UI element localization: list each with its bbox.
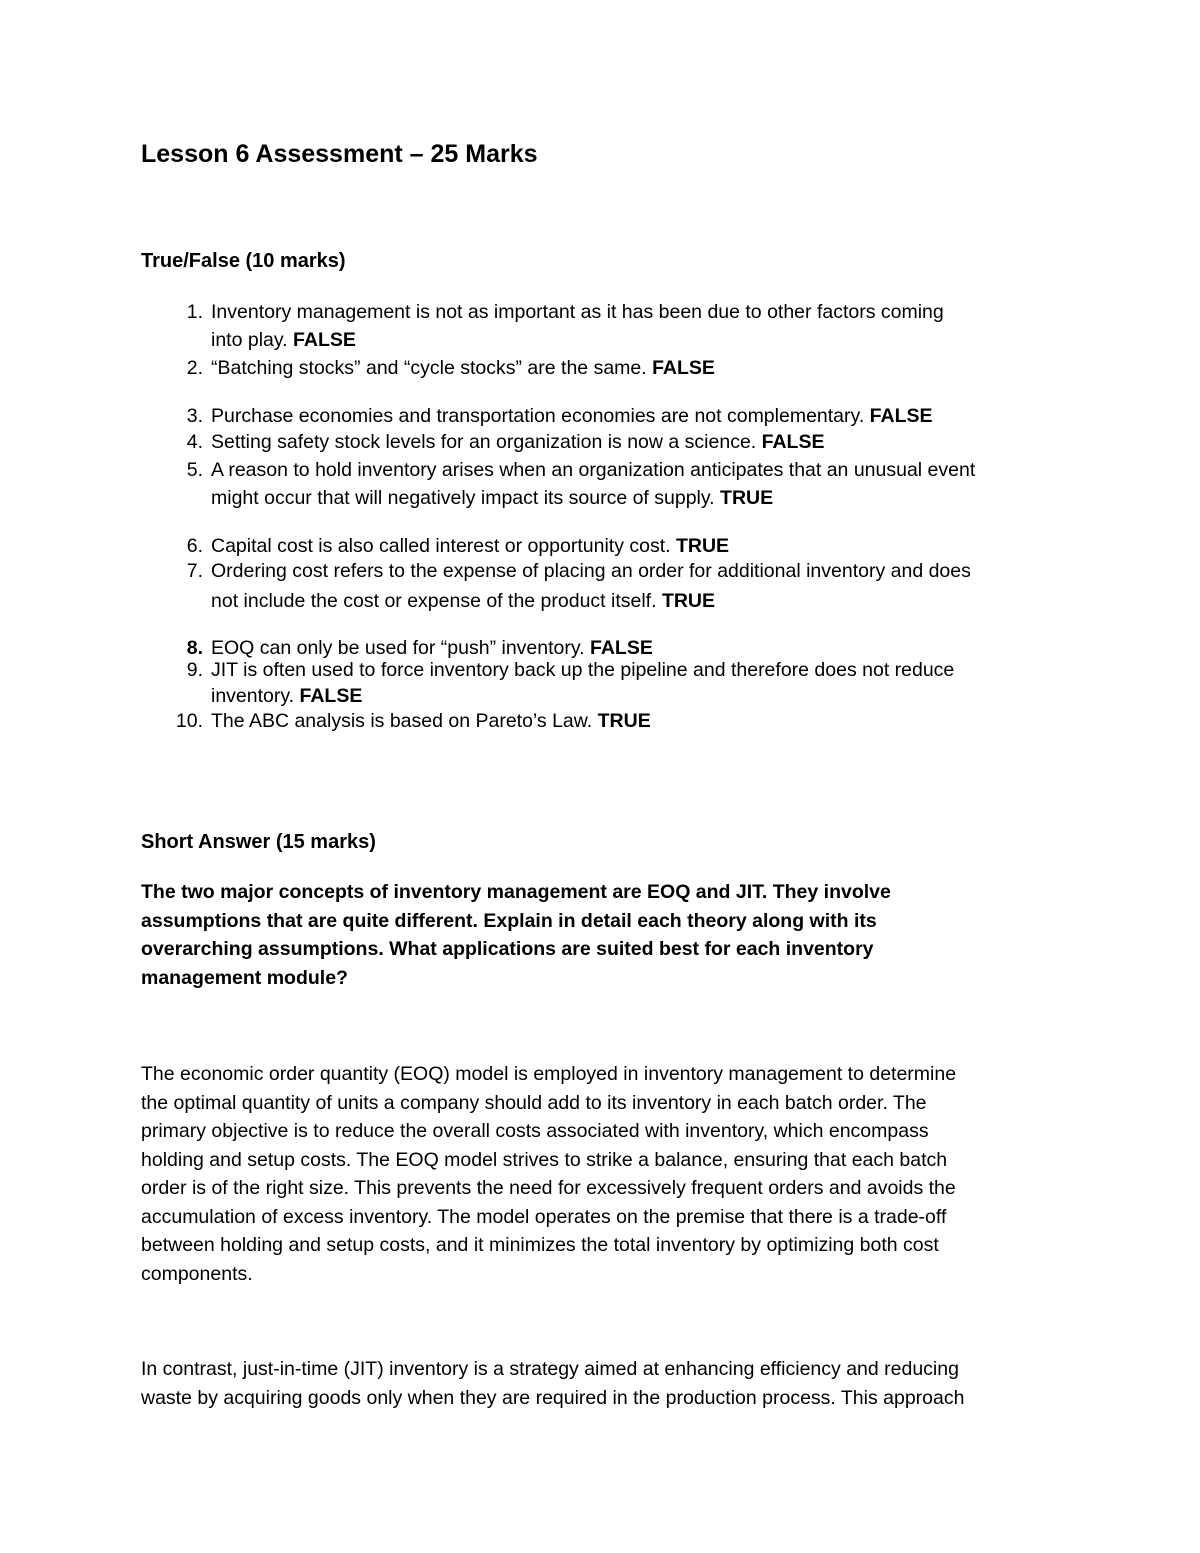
document-title: Lesson 6 Assessment – 25 Marks bbox=[141, 140, 538, 168]
true-false-heading: True/False (10 marks) bbox=[141, 250, 346, 272]
item-answer: FALSE bbox=[761, 431, 825, 453]
item-text: “Batching stocks” and “cycle stocks” are the same. FALSE bbox=[211, 357, 715, 379]
item-number: 6. bbox=[186, 535, 203, 557]
item-number: 9. bbox=[186, 659, 203, 681]
item-answer: TRUE bbox=[597, 710, 651, 732]
item-text: Inventory management is not as important as it has been due to other factors coming into play. FALSE bbox=[211, 301, 944, 351]
item-number: 2. bbox=[186, 357, 203, 379]
item-text: Capital cost is also called interest or opportunity cost. TRUE bbox=[211, 535, 730, 557]
item-number: 10. bbox=[175, 710, 203, 732]
item-text: Setting safety stock levels for an organization is now a science. FALSE bbox=[211, 431, 825, 453]
item-text: Purchase economies and transportation economies are not complementary. FALSE bbox=[211, 405, 933, 427]
item-answer: FALSE bbox=[869, 405, 933, 427]
item-text: JIT is often used to force inventory back up the pipeline and therefore does not reduce inventory. FALSE bbox=[211, 659, 955, 707]
short-answer-question: The two major concepts of inventory management are EOQ and JIT. They involve assumptions that are quite different. Explain in detail each theory along with its overarching assumptions. What applications are suited best for each inventory management module? bbox=[141, 881, 891, 989]
item-answer: TRUE bbox=[675, 535, 730, 557]
item-text: A reason to hold inventory arises when an organization anticipates that an unusual event might occur that will negatively impact its source of supply. TRUE bbox=[211, 459, 976, 509]
answer-paragraph-jit: In contrast, just-in-time (JIT) inventory is a strategy aimed at enhancing efficiency and reducing waste by acquiring goods only when they are required in the production process. This approach bbox=[141, 1358, 965, 1409]
item-answer: FALSE bbox=[652, 357, 715, 379]
item-answer: TRUE bbox=[661, 590, 716, 612]
answer-paragraph-eoq: The economic order quantity (EOQ) model is employed in inventory management to determine the optimal quantity of units a company should add to its inventory in each batch order. The primary objective is to reduce the overall costs associated with inventory, which encompass holding and setup costs. The EOQ model strives to strike a balance, ensuring that each batch order is of the right size. This prevents the need for excessively frequent orders and avoids the accumulation of excess inventory. The model operates on the premise that there is a trade-off between holding and setup costs, and it minimizes the total inventory by optimizing both cost components. bbox=[141, 1063, 957, 1285]
item-number: 5. bbox=[186, 459, 203, 481]
item-answer: FALSE bbox=[590, 637, 653, 659]
item-number: 1. bbox=[186, 301, 203, 323]
item-number: 7. bbox=[186, 560, 203, 582]
item-number: 3. bbox=[186, 405, 203, 427]
short-answer-heading: Short Answer (15 marks) bbox=[141, 831, 376, 853]
item-answer: FALSE bbox=[293, 329, 356, 351]
item-text: Ordering cost refers to the expense of placing an order for additional inventory and does not include the cost or expense of the product itself. TRUE bbox=[211, 560, 971, 612]
item-answer: TRUE bbox=[720, 487, 774, 509]
item-text: EOQ can only be used for “push” inventory. FALSE bbox=[211, 637, 653, 659]
item-number: 8. bbox=[186, 637, 203, 659]
item-answer: FALSE bbox=[299, 684, 363, 707]
item-text: The ABC analysis is based on Pareto’s Law. TRUE bbox=[211, 710, 651, 732]
item-number: 4. bbox=[186, 431, 203, 453]
